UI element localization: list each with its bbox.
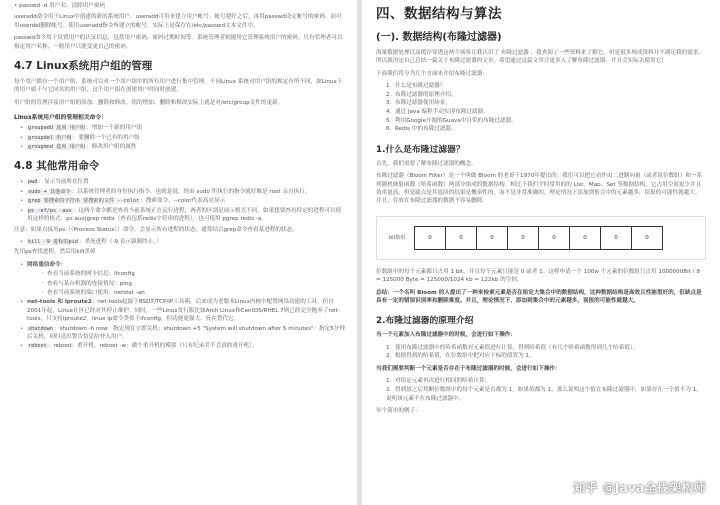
command-desc: ：杀死进程（-9 表示强制终止。）	[78, 238, 162, 245]
command-code: grep 要搜索的字符串 要搜索的文件 --color	[28, 198, 140, 205]
list-item	[20, 238, 345, 246]
list-item	[20, 342, 345, 350]
concept-paragraph: 首先，我们需要了解布隆过滤器的概念。	[376, 160, 477, 167]
iproute-desc: net-tools起源于BSD的TCP/IP工具箱，后来成为老版本Linux内核中配置网络功能的工具。但自2001年起，Linux社区已经对其停止维护。同时，一些Linux发行版比如Arch Linux和CentOS/RHEL 7则已经完全抛弃了net-tools，只支持iproute2。linux ip命令类似于ifconfig，但功能更强大。旨在替代它。	[27, 299, 340, 323]
other-commands-list	[20, 178, 345, 223]
step-text: 根据得到的哈希值，在位数组中把对应下标的值置为 1。	[395, 353, 535, 360]
command-desc: ：要删除一个已有的用户组	[72, 134, 140, 141]
command-code: ps -ef/ps -aux	[28, 207, 72, 214]
summary-paragraph: 总结：一个名叫 Bloom 的人提出了一种来检索元素是否在给定大集合中的数据结构，这种数据结构是高效且性能很好的，但缺点是具有一定的错误识别率和删除难度。并且，理论情况下，添加到集合中的元素越多，误报的可能性就越大。	[376, 289, 702, 305]
list-item	[20, 124, 345, 132]
network-commands-list	[20, 261, 345, 351]
list-item: ◦ 查看与某台机器的连接情况：ping	[41, 280, 345, 288]
bit-size-paragraph: 位数组中的每个元素都只占用 1 bit，并且每个元素只能是 0 或者 1。这样申请一个 100w 个元素的位数组只占用 1000000Bit / 8 = 125000 Byte = 125000/1024 kb ≈ 122kb 的空间。	[376, 268, 700, 284]
iproute-title: net-tools 和 iproute2：	[27, 299, 98, 306]
subsection-title-1: 1.什么是布隆过滤器？	[376, 144, 465, 155]
kill-command-list	[20, 238, 345, 246]
list-item	[20, 325, 345, 342]
network-sub-list	[41, 270, 345, 297]
command-desc: ：shutdown -h now：指定现在立即关机；shutdown +5 "System will shutdown after 5 minutes"：指定5分钟后关机，同时送出警告信息给登入用户。	[27, 325, 345, 340]
section-title: (一). 数据结构(布隆过滤器)	[376, 32, 502, 43]
bloom-definition-paragraph: 布隆过滤器（Bloom Filter）是一个叫做 Bloom 的老哥于1970年提出的。我们可以把它看作由二进制向量（或者说位数组）和一系列随机映射函数（哈希函数）两部分组成的数据结构。相比于我们平时常用的的 List、Map、Set 等数据结构，它占用空间更少并且效率更高，但是缺点是其返回的结果是概率性的，而不是非常准确的。理论情况下添加到集合中的元素越多，误报的可能性就越大。并且，存放在布隆过滤器的数据不容易删除。	[376, 173, 703, 205]
check-element-paragraph: 当我们需要判断一个元素是否存在于布隆过滤器的时候，会进行如下操作：	[376, 366, 561, 373]
list-item: 5. 利用Google开源的Guava中自带的布隆过滤器。	[386, 117, 517, 124]
command-code: groupdel 用户组	[28, 134, 72, 141]
list-item: 1. 什么是布隆过滤器？	[386, 83, 446, 90]
bit-cell: 0	[476, 226, 508, 250]
command-code: shutdown	[28, 325, 53, 332]
list-item	[20, 261, 345, 298]
subsection-title-2: 2.布隆过滤器的原理介绍	[376, 316, 474, 327]
group-intro-paragraph: 每个用户都有一个用户组，系统可以对一个用户组中的所有用户进行集中管理。不同Linux 系统对用户组的规定有所不同，如Linux下的用户属于与它同名的用户组，这个用户组在创建用户时同时创建。	[14, 79, 343, 94]
bit-array-label: bit数组	[389, 234, 406, 241]
command-desc: ：reboot：重开机。reboot -w：做个重开机的模拟（只有纪录并不会真的重开机）。	[47, 343, 258, 350]
command-desc: ：修改用户组的属性	[86, 144, 137, 151]
group-manage-paragraph: 用户组的管理涉及用户组的添加、删除和修改。组的增加、删除和修改实际上就是对/etc/group文件的更新。	[14, 99, 284, 106]
check-steps-list	[386, 377, 706, 403]
bit-array-cells	[415, 226, 663, 250]
toc-item-text: 布隆过滤器使用场景。	[395, 100, 451, 107]
watermark: 知乎 @Java全栈架构师	[573, 481, 706, 495]
list-item	[20, 188, 345, 196]
section-heading-4-7: 4.7 Linux系统用户组的管理	[14, 60, 153, 73]
list-item: 2. 得到值之后判断位数组中的每个元素是否都为 1，如果值都为 1，那么说明这个值在布隆过滤器中，如果存在一个值不为 1，说明该元素不在布隆过滤器中。	[386, 387, 702, 402]
bit-cell: 0	[507, 226, 539, 250]
toc-item-text: 布隆过滤器的原理介绍。	[395, 91, 457, 98]
right-document-page	[362, 0, 720, 505]
list-item	[20, 134, 345, 142]
toc-list	[386, 82, 706, 134]
command-code: groupmod 选项 用户组	[28, 144, 86, 151]
bit-cell: 0	[600, 226, 632, 250]
command-desc: ：以系统管理者的身份执行指令，也就是说，经由 sudo 所执行的指令就好像是 root 亲自执行。	[71, 188, 311, 195]
command-desc: ：显示当前所在位置	[38, 179, 89, 186]
passwd-d-line: • passwd -d 用户名：清除用户密码	[14, 3, 106, 9]
intro-paragraph: 海量数据处理以及缓存穿透这两个场景让我认识了 布隆过滤器 ，我查阅了一些资料来了解它，但是很多现成资料并不满足我的需求，所以就决定自己总结一篇关于布隆过滤器的文章。希望通过这篇文章让更多人了解布隆过滤器，并且会实际去使用它！	[376, 50, 704, 65]
left-document-page	[0, 0, 357, 505]
bit-cell: 0	[445, 226, 477, 250]
add-element-paragraph: 当一个元素加入布隆过滤器中的时候，会进行如下操作：	[376, 332, 516, 339]
toc-item-text: 通过 Java 编程手动实现布隆过滤器。	[395, 109, 489, 115]
command-desc: ：搜索命令，--color代表高亮显示	[140, 198, 226, 205]
kill-note: 先用ps查找进程，然后用kill杀掉	[14, 249, 96, 256]
bit-array-diagram	[376, 216, 706, 260]
toc-title: 下面我们将分为几个方面来介绍布隆过滤器：	[376, 70, 488, 77]
useradd-paragraph: useradd命令用于Linux中创建的新的系统用户。useradd可用来建立用户帐号。帐号建好之后，再用passwd设定帐号的密码．而可用userdel删除帐号。使用useradd指令所建立的帐号，实际上是保存在/etc/passwd文本文件中。	[14, 14, 342, 29]
command-code: pwd	[28, 179, 38, 186]
example-paragraph: 举个简单的例子：	[376, 408, 421, 415]
toc-item-text: 什么是布隆过滤器？	[395, 83, 446, 90]
chapter-title: 四、数据结构与算法	[376, 6, 502, 22]
list-item: 1. 对给定元素再次进行相同的哈希计算；	[386, 378, 491, 385]
add-steps-list	[386, 344, 706, 361]
bit-cell: 0	[414, 226, 446, 250]
step-text: 对给定元素再次进行相同的哈希计算；	[395, 378, 491, 385]
list-item	[20, 298, 345, 323]
bit-cell: 0	[569, 226, 601, 250]
step-text: 得到值之后判断位数组中的每个元素是否都为 1，如果值都为 1，那么说明这个值在布隆过滤器中，如果存在一个值不为 1，说明该元素不在布隆过滤器中。	[386, 387, 702, 402]
step-text: 使用布隆过滤器中的哈希函数对元素值进行计算，得到哈希值（有几个哈希函数得到几个哈希值）。	[395, 344, 639, 351]
list-item	[20, 197, 345, 205]
list-item: 2. 根据得到的哈希值，在位数组中把对应下标的值置为 1。	[386, 353, 535, 360]
list-item: 2. 布隆过滤器的原理介绍。	[386, 91, 457, 98]
list-item	[20, 178, 345, 186]
toc-item-text: 利用Google开源的Guava中自带的布隆过滤器。	[395, 117, 517, 124]
command-desc: ：增加一个新的用户组	[86, 125, 143, 132]
group-commands-title: Linux系统用户组的管理相关命令：	[14, 115, 108, 122]
bit-cell: 0	[631, 226, 663, 250]
list-item	[20, 207, 345, 224]
ps-note: 注意：如果直接用ps（（Process Status））命令，会显示所有进程的状态，通常结合grep命令查看某进程的状态。	[14, 226, 298, 233]
bit-cell: 0	[538, 226, 570, 250]
list-item: 6. Redis 中的布隆过滤器。	[386, 126, 457, 133]
section-heading-4-8: 4.8 其他常用命令	[14, 160, 100, 173]
list-item: ◦ 查看当前系统的网卡信息：ifconfig	[41, 270, 345, 278]
list-item: 1. 使用布隆过滤器中的哈希函数对元素值进行计算，得到哈希值（有几个哈希函数得到几个哈希值）。	[386, 344, 639, 351]
command-code: groupadd 选项 用户组	[28, 125, 86, 132]
list-item: ◦ 查看当前系统的端口使用：netstat -an	[41, 289, 345, 297]
toc-item-text: Redis 中的布隆过滤器。	[395, 126, 457, 133]
list-item: 4. 通过 Java 编程手动实现布隆过滤器。	[386, 109, 489, 115]
list-item	[20, 143, 345, 151]
command-code: sudo + 其他命令	[28, 188, 71, 195]
network-title: 网络通信命令：	[27, 261, 67, 268]
command-desc: ：这两个命令都是查看当前系统正在运行进程，两者的区别是展示格式不同。如果想要查看特定的进程可以使用这样的格式：ps aux|grep redis（查看包括redis字符串的进程），也可使用 pgrep redis -a。	[27, 207, 342, 223]
passwd-paragraph: passwd命令用于设置用户的认证信息，包括用户密码、密码过期时间等。系统管理者则能用它管理系统用户的密码。只有管理者可以指定用户名称，一般用户只能变更自己的密码。	[14, 35, 343, 50]
list-item: 3. 布隆过滤器使用场景。	[386, 100, 451, 107]
group-commands-list	[20, 124, 345, 151]
command-code: kill -9 进程的pid	[28, 238, 78, 245]
command-code: reboot	[28, 343, 47, 350]
